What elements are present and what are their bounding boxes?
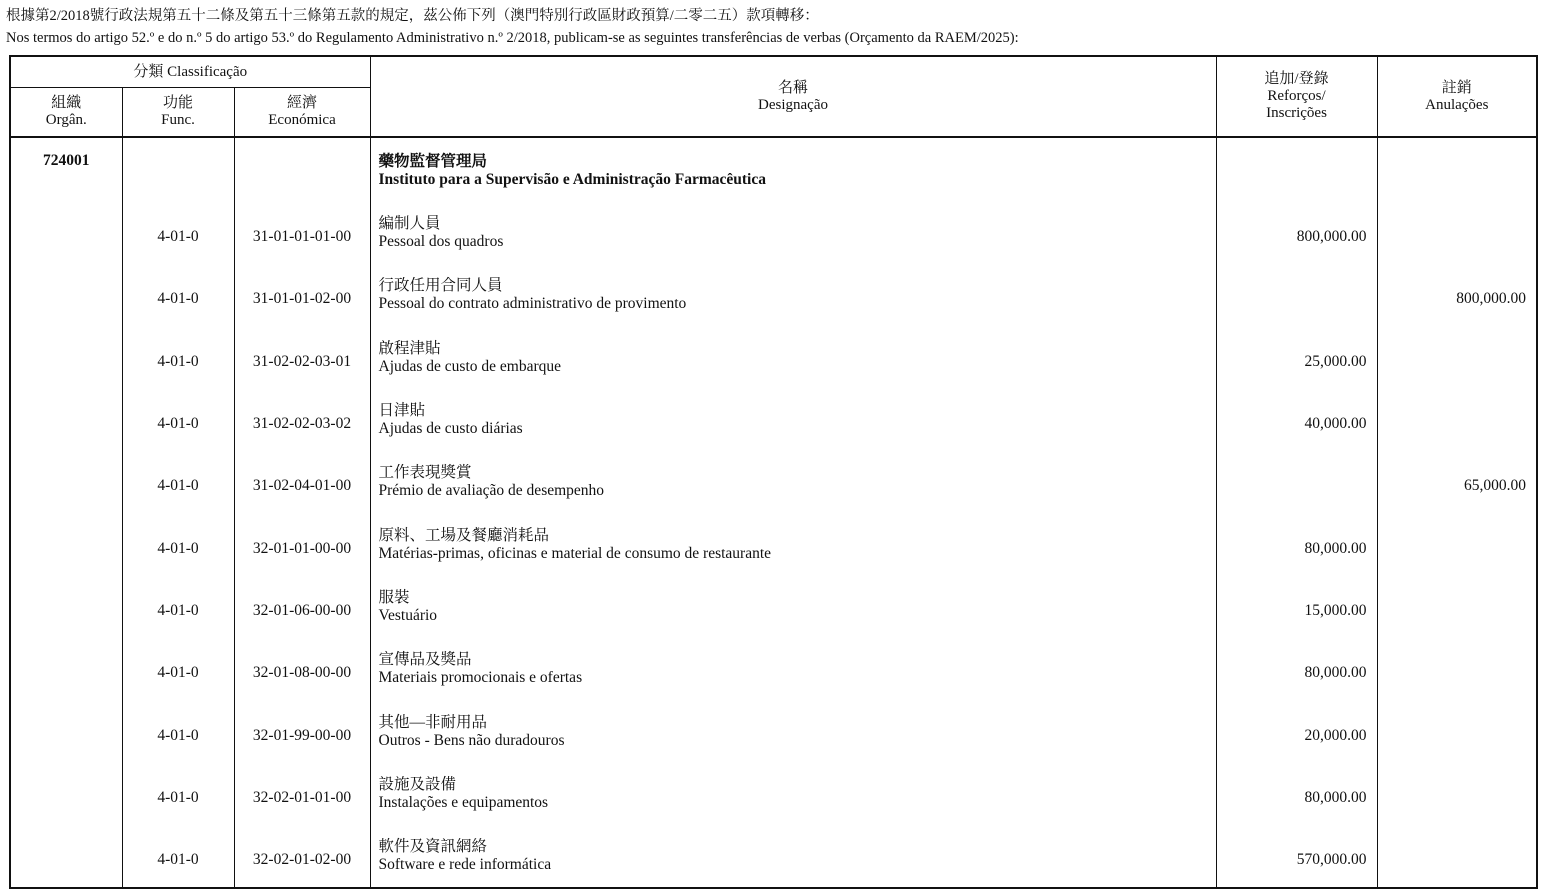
entity-name-pt: Instituto para a Supervisão e Administração Farmacêutica: [378, 171, 766, 188]
organ-cell: [10, 264, 122, 326]
table-row: [10, 327, 1537, 389]
func-code: 4-01-0: [122, 451, 234, 513]
designation-pt: Pessoal do contrato administrativo de provimento: [378, 295, 687, 313]
table-row: [10, 700, 1537, 762]
func-code: 4-01-0: [122, 513, 234, 575]
designation-zh: 其他—非耐用品: [378, 713, 488, 731]
func-code: 4-01-0: [122, 700, 234, 762]
func-code: 4-01-0: [122, 389, 234, 451]
func-header: [122, 88, 234, 138]
table-row: [10, 576, 1537, 638]
organ-cell: [10, 763, 122, 825]
intro-portuguese: Nos termos do artigo 52.º e do n.º 5 do artigo 53.º do Regulamento Administrativo n.º 2/2018, publicam-se as seguintes transferências de verbas (Orçamento da RAEM/2025):: [6, 30, 1019, 46]
reinforcement-amount: 80,000.00: [1216, 763, 1377, 825]
table-row: [10, 763, 1537, 825]
designation-pt: Instalações e equipamentos: [378, 793, 549, 811]
intro-chinese: 根據第2/2018號行政法規第五十二條及第五十三條第五款的規定，茲公佈下列（澳門特別行政區財政預算/二零二五）款項轉移：: [6, 8, 819, 24]
designation-header: [370, 56, 1216, 137]
reinforcements-header-pt2: Inscrições: [1266, 105, 1327, 121]
func-code: 4-01-0: [122, 638, 234, 700]
econ-header: [234, 88, 370, 138]
transfer-table: [9, 55, 1538, 889]
organ-header-pt: Orgân.: [45, 112, 87, 128]
annulment-amount: [1377, 389, 1537, 451]
organ-cell: [10, 202, 122, 264]
organ-cell: [10, 700, 122, 762]
designation: [370, 389, 1216, 451]
func-code: 4-01-0: [122, 327, 234, 389]
table-row: [10, 264, 1537, 326]
designation-pt: Prémio de avaliação de desempenho: [378, 482, 605, 500]
annulments-header-pt: Anulações: [1425, 96, 1489, 113]
reinforcement-amount: 800,000.00: [1216, 202, 1377, 264]
designation-zh: 行政任用合同人員: [378, 277, 503, 295]
designation-zh: 宣傳品及獎品: [378, 651, 472, 669]
func-code: 4-01-0: [122, 202, 234, 264]
entity-name-zh: 藥物監督管理局: [378, 153, 488, 170]
designation: [370, 638, 1216, 700]
reinforcement-amount: 40,000.00: [1216, 389, 1377, 451]
classification-header-zh: 分類: [133, 63, 164, 80]
reinforcement-amount: [1216, 451, 1377, 513]
organ-code: 724001: [10, 137, 122, 202]
table-row: [10, 451, 1537, 513]
table-row: [10, 389, 1537, 451]
designation-pt: Software e rede informática: [378, 856, 552, 874]
designation-zh: 編制人員: [378, 215, 441, 233]
organ-cell: [10, 513, 122, 575]
reinforcements-header-pt1: Reforços/: [1267, 88, 1326, 104]
organ-header: [10, 88, 122, 138]
designation-pt: Pessoal dos quadros: [378, 233, 504, 251]
annulment-amount: [1377, 327, 1537, 389]
econ-code: 32-01-99-00-00: [234, 700, 370, 762]
reinforcements-header-zh: 追加/登錄: [1264, 71, 1329, 87]
designation: [370, 763, 1216, 825]
table-row: [10, 202, 1537, 264]
table-row: [10, 513, 1537, 575]
econ-code: 31-02-04-01-00: [234, 451, 370, 513]
designation: [370, 327, 1216, 389]
designation-header-zh: 名稱: [778, 79, 809, 96]
econ-code: 32-01-06-00-00: [234, 576, 370, 638]
reinforcement-amount: 20,000.00: [1216, 700, 1377, 762]
table-row: [10, 638, 1537, 700]
reinforcements-header: [1216, 56, 1377, 137]
designation-header-pt: Designação: [758, 96, 828, 113]
designation-zh: 原料、工場及餐廳消耗品: [378, 526, 550, 544]
organ-cell: [10, 638, 122, 700]
annulment-amount: [1377, 576, 1537, 638]
designation-zh: 工作表現獎賞: [378, 464, 472, 482]
designation: [370, 513, 1216, 575]
annulment-amount: [1377, 202, 1537, 264]
reinforcement-amount: 80,000.00: [1216, 638, 1377, 700]
econ-code: 31-02-02-03-01: [234, 327, 370, 389]
designation-zh: 服裝: [378, 588, 410, 606]
annulment-amount: 65,000.00: [1377, 451, 1537, 513]
reinforcement-amount: 570,000.00: [1216, 825, 1377, 888]
annulment-amount: [1377, 700, 1537, 762]
designation-zh: 日津貼: [378, 402, 426, 420]
func-header-pt: Func.: [161, 112, 195, 128]
annulment-amount: [1377, 638, 1537, 700]
designation-pt: Vestuário: [378, 606, 438, 624]
organ-cell: [10, 451, 122, 513]
econ-code: 32-02-01-02-00: [234, 825, 370, 888]
designation-zh: 啟程津貼: [378, 339, 441, 357]
econ-code: 31-02-02-03-02: [234, 389, 370, 451]
econ-code: 31-01-01-01-00: [234, 202, 370, 264]
annulments-header: [1377, 56, 1537, 137]
classification-header: [10, 56, 370, 88]
designation: [370, 451, 1216, 513]
table-row: [10, 825, 1537, 888]
annulment-amount: [1377, 825, 1537, 888]
designation-pt: Ajudas de custo de embarque: [378, 357, 562, 375]
organ-cell: [10, 389, 122, 451]
classification-header-pt: Classificação: [167, 63, 248, 80]
econ-code: 32-01-01-00-00: [234, 513, 370, 575]
func-code: 4-01-0: [122, 763, 234, 825]
designation-zh: 設施及設備: [378, 775, 457, 793]
econ-code: 32-02-01-01-00: [234, 763, 370, 825]
annulments-header-zh: 註銷: [1441, 79, 1472, 96]
reinforcement-amount: 25,000.00: [1216, 327, 1377, 389]
organ-cell: [10, 327, 122, 389]
econ-code: 31-01-01-02-00: [234, 264, 370, 326]
designation: [370, 202, 1216, 264]
designation-pt: Ajudas de custo diárias: [378, 420, 523, 438]
designation-pt: Materiais promocionais e ofertas: [378, 669, 583, 687]
reinforcement-amount: 80,000.00: [1216, 513, 1377, 575]
designation: [370, 264, 1216, 326]
designation-pt: Outros - Bens não duradouros: [378, 731, 565, 749]
organ-header-zh: 組織: [51, 95, 82, 111]
econ-header-zh: 經濟: [287, 95, 318, 111]
entity-name: [370, 137, 1216, 202]
func-code: 4-01-0: [122, 264, 234, 326]
designation-pt: Matérias-primas, oficinas e material de consumo de restaurante: [378, 544, 772, 562]
organ-cell: [10, 825, 122, 888]
func-code: 4-01-0: [122, 576, 234, 638]
reinforcement-amount: [1216, 264, 1377, 326]
func-header-zh: 功能: [162, 95, 193, 111]
annulment-amount: 800,000.00: [1377, 264, 1537, 326]
designation: [370, 576, 1216, 638]
annulment-amount: [1377, 513, 1537, 575]
organ-cell: [10, 576, 122, 638]
econ-code: 32-01-08-00-00: [234, 638, 370, 700]
designation-zh: 軟件及資訊網絡: [378, 838, 488, 856]
func-code: 4-01-0: [122, 825, 234, 888]
econ-header-pt: Económica: [268, 112, 336, 128]
reinforcement-amount: 15,000.00: [1216, 576, 1377, 638]
designation: [370, 825, 1216, 888]
entity-row: [10, 137, 1537, 202]
designation: [370, 700, 1216, 762]
annulment-amount: [1377, 763, 1537, 825]
